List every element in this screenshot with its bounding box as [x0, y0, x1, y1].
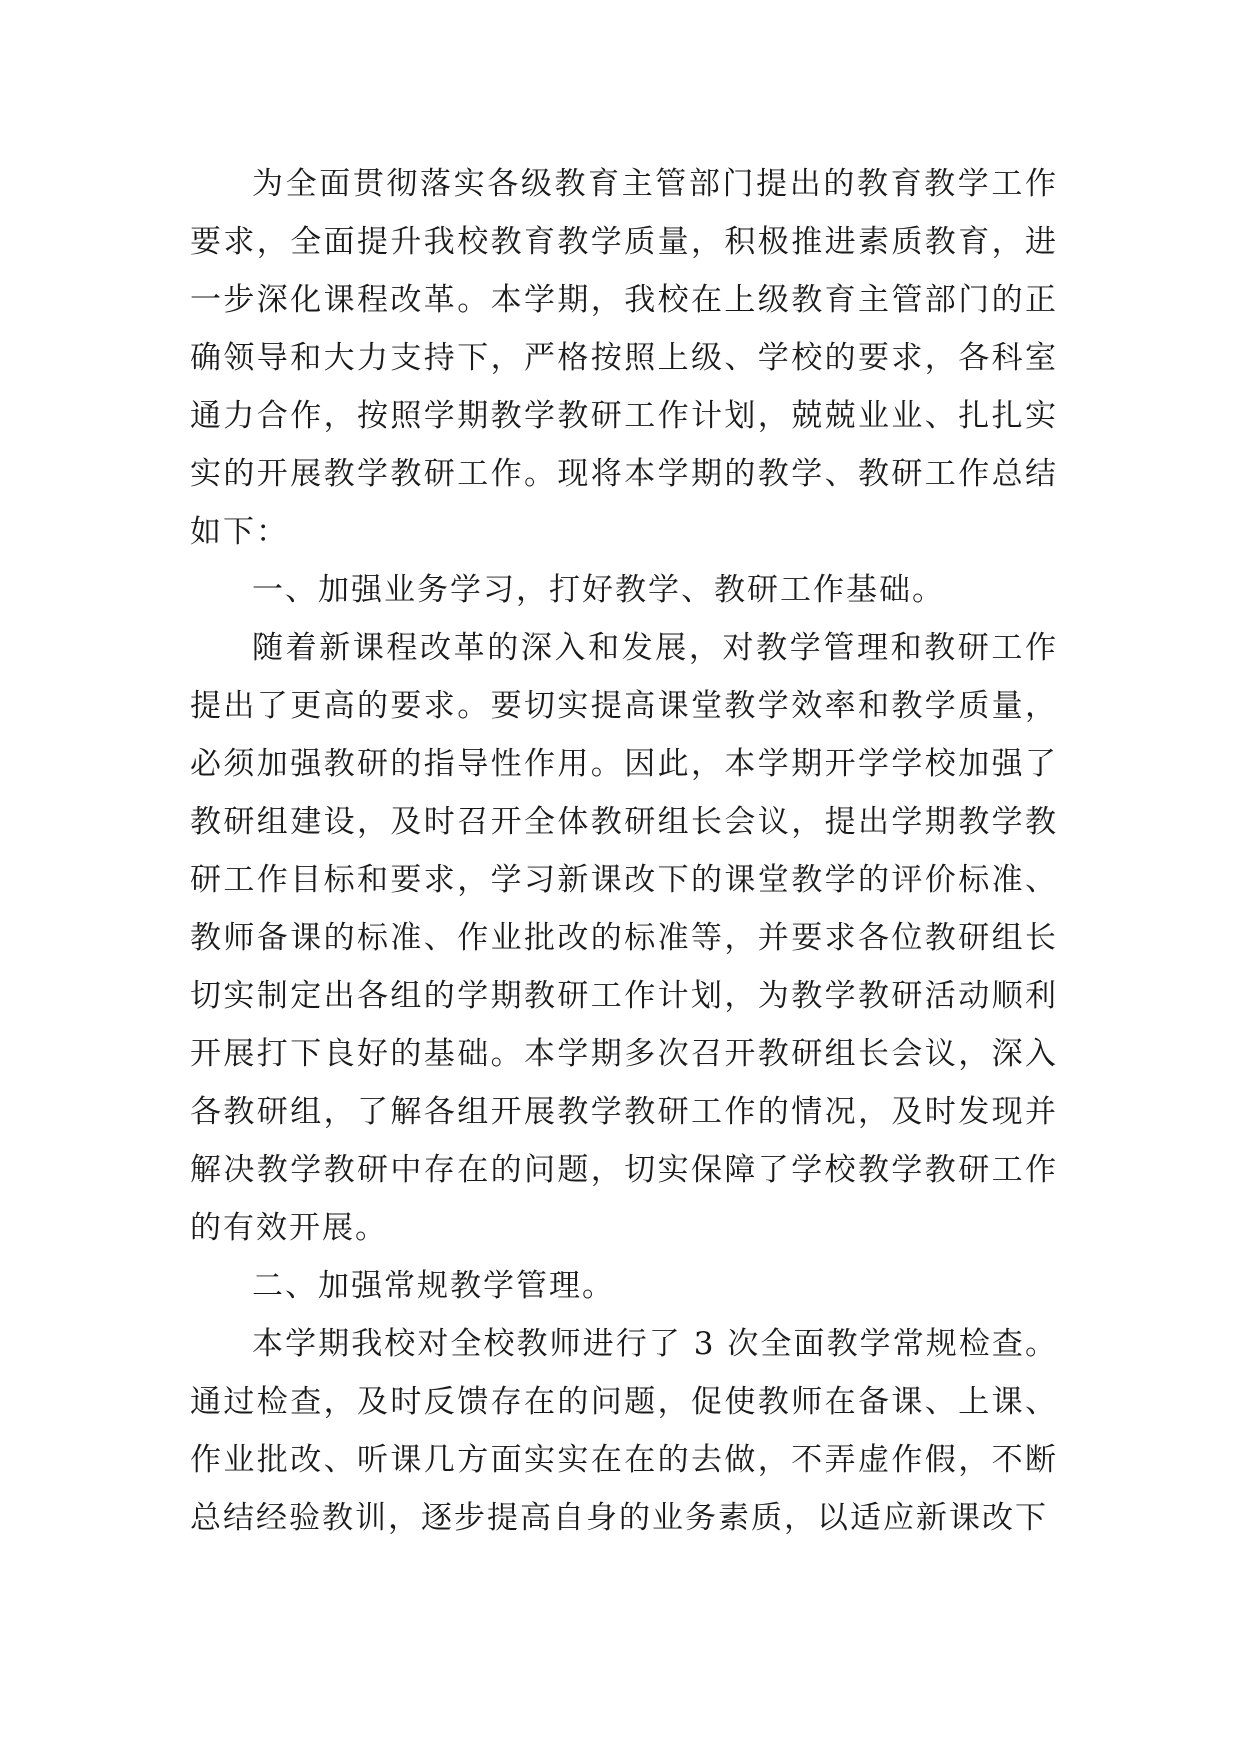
paragraph-intro: 为全面贯彻落实各级教育主管部门提出的教育教学工作要求，全面提升我校教育教学质量，积极推进素质教育，进一步深化课程改革。本学期，我校在上级教育主管部门的正确领导和大力支持下，严格按照上级、学校的要求，各科室通力合作，按照学期教学教研工作计划，兢兢业业、扎扎实实的开展教学教研工作。现将本学期的教学、教研工作总结如下： [190, 166, 1058, 550]
document-body [190, 155, 1058, 1547]
paragraph-section-1: 随着新课程改革的深入和发展，对教学管理和教研工作提出了更高的要求。要切实提高课堂教学效率和教学质量，必须加强教研的指导性作用。因此，本学期开学学校加强了教研组建设，及时召开全体教研组长会议，提出学期教学教研工作目标和要求，学习新课改下的课堂教学的评价标准、教师备课的标准、作业批改的标准等，并要求各位教研组长切实制定出各组的学期教研工作计划，为教学教研活动顺利开展打下良好的基础。本学期多次召开教研组长会议，深入各教研组，了解各组开展教学教研工作的情况，及时发现并解决教学教研中存在的问题，切实保障了学校教学教研工作的有效开展。 [190, 630, 1058, 1246]
paragraph-section-2: 本学期我校对全校教师进行了 3 次全面教学常规检查。通过检查，及时反馈存在的问题，促使教师在备课、上课、作业批改、听课几方面实实在在的去做，不弄虚作假，不断总结经验教训，逐步提高自身的业务素质，以适应新课改下 [190, 1326, 1058, 1536]
section-heading-2: 二、加强常规教学管理。 [252, 1268, 615, 1304]
section-heading-1: 一、加强业务学习，打好教学、教研工作基础。 [252, 572, 945, 608]
